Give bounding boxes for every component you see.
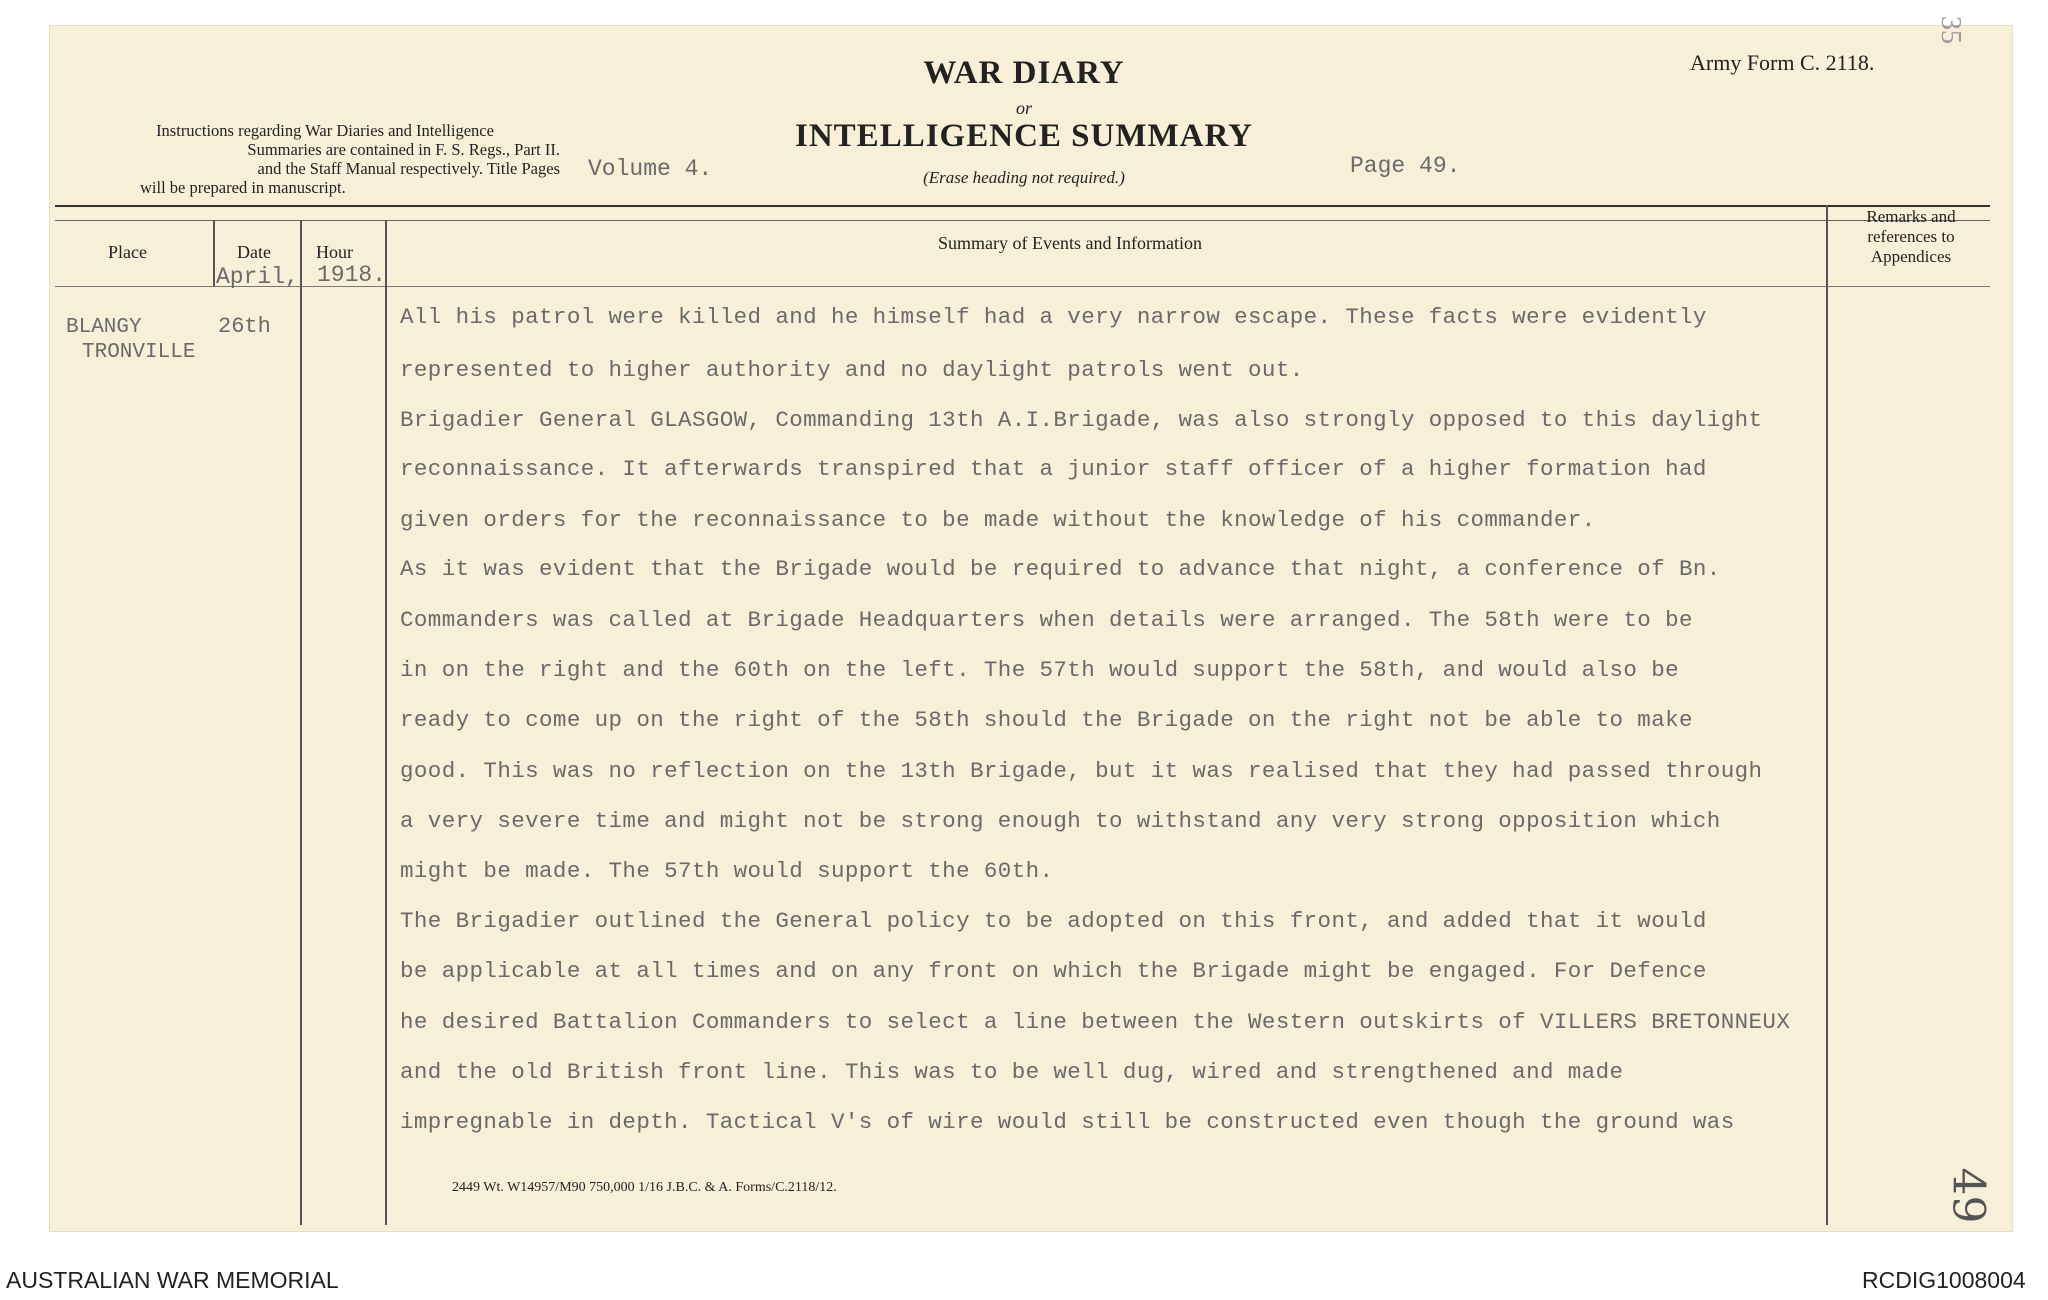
col-divider-summary-remarks <box>1826 205 1828 1225</box>
summary-line: and the old British front line. This was to be well dug, wired and strengthened and made <box>400 1059 1624 1085</box>
summary-line: good. This was no reflection on the 13th Brigade, but it was realised that they had passed through <box>400 758 1763 784</box>
summary-line: reconnaissance. It afterwards transpired that a junior staff officer of a higher formation had <box>400 456 1707 482</box>
summary-line: a very severe time and might not be strong enough to withstand any very strong opposition which <box>400 808 1721 834</box>
instructions-line: and the Staff Manual respectively. Title Pages <box>257 159 560 178</box>
erase-note: (Erase heading not required.) <box>923 168 1125 187</box>
footer-record-id: RCDIG1008004 <box>1862 1267 2026 1293</box>
summary-line: given orders for the reconnaissance to be made without the knowledge of his commander. <box>400 507 1596 533</box>
col-divider-hour-summary <box>385 220 387 1225</box>
instructions-line: Instructions regarding War Diaries and Intelligence <box>156 121 494 140</box>
handwritten-page-number: 49 <box>1942 1167 1994 1224</box>
instructions-line: will be prepared in manuscript. <box>140 178 346 197</box>
corner-mark: 35 <box>1935 16 1966 44</box>
summary-line: be applicable at all times and on any front on which the Brigade might be engaged. For Defence <box>400 958 1707 984</box>
remarks-heading-line: references to <box>1867 227 1955 246</box>
summary-line: in on the right and the 60th on the left. The 57th would support the 58th, and would also be <box>400 657 1680 683</box>
remarks-heading-line: Appendices <box>1870 247 1952 266</box>
summary-line: represented to higher authority and no daylight patrols went out. <box>400 357 1304 383</box>
summary-line: he desired Battalion Commanders to select a line between the Western outskirts of VILLERS BRETONNEUX <box>400 1009 1791 1035</box>
title-or: or <box>1015 98 1032 118</box>
col-divider-date-hour <box>300 220 302 1225</box>
footer-institution: AUSTRALIAN WAR MEMORIAL <box>6 1267 339 1293</box>
month-label: April, <box>216 264 299 290</box>
place-line-2: TRONVILLE <box>82 341 196 364</box>
header-top-rule-thin <box>55 220 1990 221</box>
col-summary-heading: Summary of Events and Information <box>938 233 1202 253</box>
printer-line: 2449 Wt. W14957/M90 750,000 1/16 J.B.C. & A. Forms/C.2118/12. <box>452 1180 837 1195</box>
remarks-heading-line: Remarks and <box>1866 207 1956 226</box>
col-divider-place-date <box>213 220 215 286</box>
instructions-block <box>90 121 560 197</box>
year-label: 1918. <box>317 262 387 288</box>
header-top-rule <box>55 205 1990 207</box>
summary-line: As it was evident that the Brigade would be required to advance that night, a conference of Bn. <box>400 556 1721 582</box>
col-hour-heading: Hour <box>316 242 353 262</box>
place-line-1: BLANGY <box>66 316 142 339</box>
instructions-line: Summaries are contained in F. S. Regs., Part II. <box>247 140 560 159</box>
summary-line: ready to come up on the right of the 58th should the Brigade on the right not be able to make <box>400 707 1693 733</box>
summary-line: The Brigadier outlined the General policy to be adopted on this front, and added that it would <box>400 908 1707 934</box>
summary-line: Commanders was called at Brigade Headquarters when details were arranged. The 58th were to be <box>400 607 1693 633</box>
entry-date: 26th <box>218 314 271 339</box>
col-remarks-heading <box>1832 207 1990 267</box>
title-war-diary: WAR DIARY <box>923 55 1125 91</box>
summary-line: impregnable in depth. Tactical V's of wire would still be constructed even though the ground was <box>400 1109 1735 1135</box>
volume-label: Volume 4. <box>588 156 713 182</box>
summary-line: might be made. The 57th would support the 60th. <box>400 858 1054 884</box>
army-form-label: Army Form C. 2118. <box>1690 50 1875 75</box>
summary-line: All his patrol were killed and he himself had a very narrow escape. These facts were evidently <box>400 304 1707 330</box>
page-label: Page 49. <box>1350 153 1461 179</box>
summary-line: Brigadier General GLASGOW, Commanding 13th A.I.Brigade, was also strongly opposed to this daylight <box>400 407 1763 433</box>
col-place-heading: Place <box>108 242 147 262</box>
title-intelligence-summary: INTELLIGENCE SUMMARY <box>795 118 1253 154</box>
col-date-heading: Date <box>237 242 271 262</box>
